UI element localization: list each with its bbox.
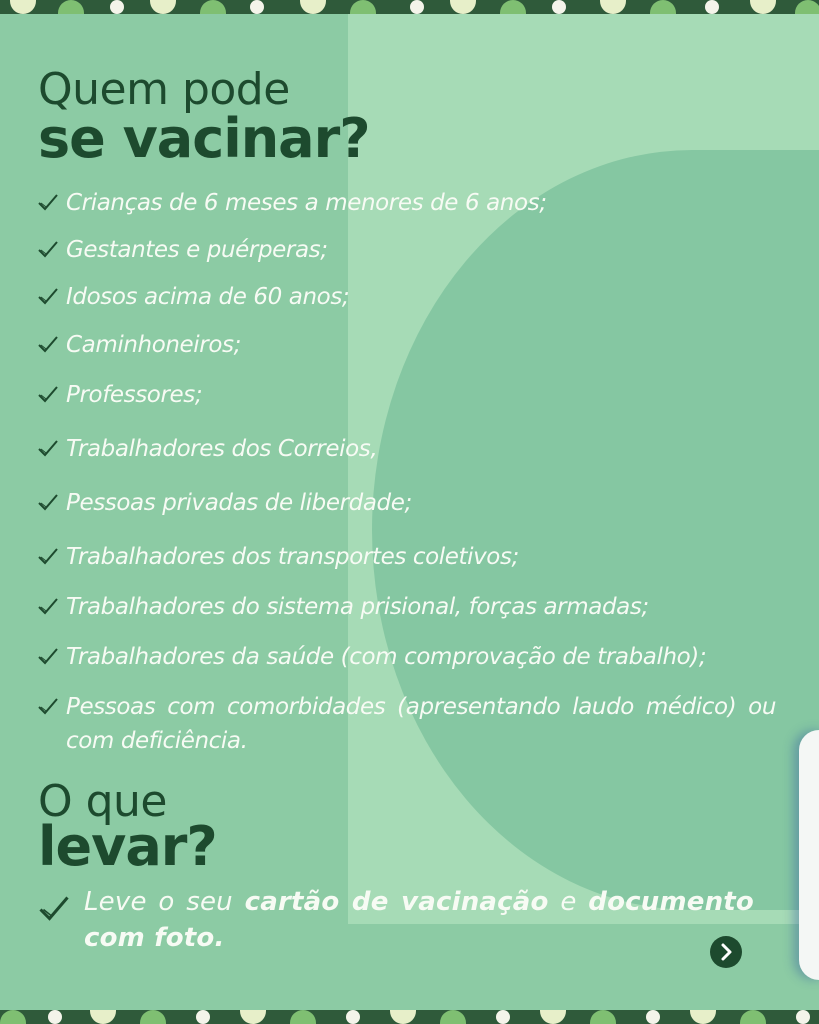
list-item xyxy=(36,328,241,362)
check-icon xyxy=(36,382,60,406)
bottom-pattern-strip xyxy=(0,1010,819,1024)
check-icon xyxy=(36,890,72,926)
check-icon xyxy=(36,332,60,356)
list-item xyxy=(36,432,377,466)
bring-text xyxy=(84,884,754,956)
section2-title-light: O que xyxy=(38,776,168,827)
section2-title-bold: levar? xyxy=(38,815,217,878)
bring-text-part2: e xyxy=(560,887,577,917)
list-item xyxy=(36,590,649,624)
list-item-text: Trabalhadores dos Correios, xyxy=(66,436,378,462)
list-item-text: Trabalhadores do sistema prisional, forças armadas; xyxy=(66,594,649,620)
list-item xyxy=(36,186,547,220)
list-item xyxy=(36,540,519,574)
list-item xyxy=(36,486,412,520)
check-icon xyxy=(36,284,60,308)
check-icon xyxy=(36,237,60,261)
check-icon xyxy=(36,694,60,718)
check-icon xyxy=(36,490,60,514)
list-item-text: Trabalhadores dos transportes coletivos; xyxy=(66,544,519,570)
bring-instructions xyxy=(36,884,766,956)
bring-text-part1: Leve o seu xyxy=(84,887,233,917)
check-icon xyxy=(36,190,60,214)
check-icon xyxy=(36,436,60,460)
list-item xyxy=(36,233,328,267)
list-item xyxy=(36,640,706,674)
next-button[interactable] xyxy=(710,936,742,968)
list-item xyxy=(36,690,776,758)
list-item-text: Caminhoneiros; xyxy=(66,332,241,358)
bring-text-bold2: documento com foto. xyxy=(84,887,754,953)
list-item-text: Pessoas com comorbidades (apresentando laudo médico) ou com deficiência. xyxy=(66,694,776,754)
list-item xyxy=(36,378,202,412)
list-item-text: Crianças de 6 meses a menores de 6 anos; xyxy=(66,190,547,216)
list-item-text: Trabalhadores da saúde (com comprovação de trabalho); xyxy=(66,644,707,670)
list-item-text: Professores; xyxy=(66,382,203,408)
check-icon xyxy=(36,594,60,618)
list-item-text: Idosos acima de 60 anos; xyxy=(66,284,350,310)
list-item xyxy=(36,280,349,314)
section1-title-light: Quem pode xyxy=(38,64,290,115)
list-item-text: Pessoas privadas de liberdade; xyxy=(66,490,412,516)
bring-text-bold1: cartão de vacinação xyxy=(244,887,549,917)
section1-title-bold: se vacinar? xyxy=(38,107,370,170)
chevron-right-icon xyxy=(710,936,742,968)
check-icon xyxy=(36,544,60,568)
list-item-text: Gestantes e puérperas; xyxy=(66,237,328,263)
check-icon xyxy=(36,644,60,668)
